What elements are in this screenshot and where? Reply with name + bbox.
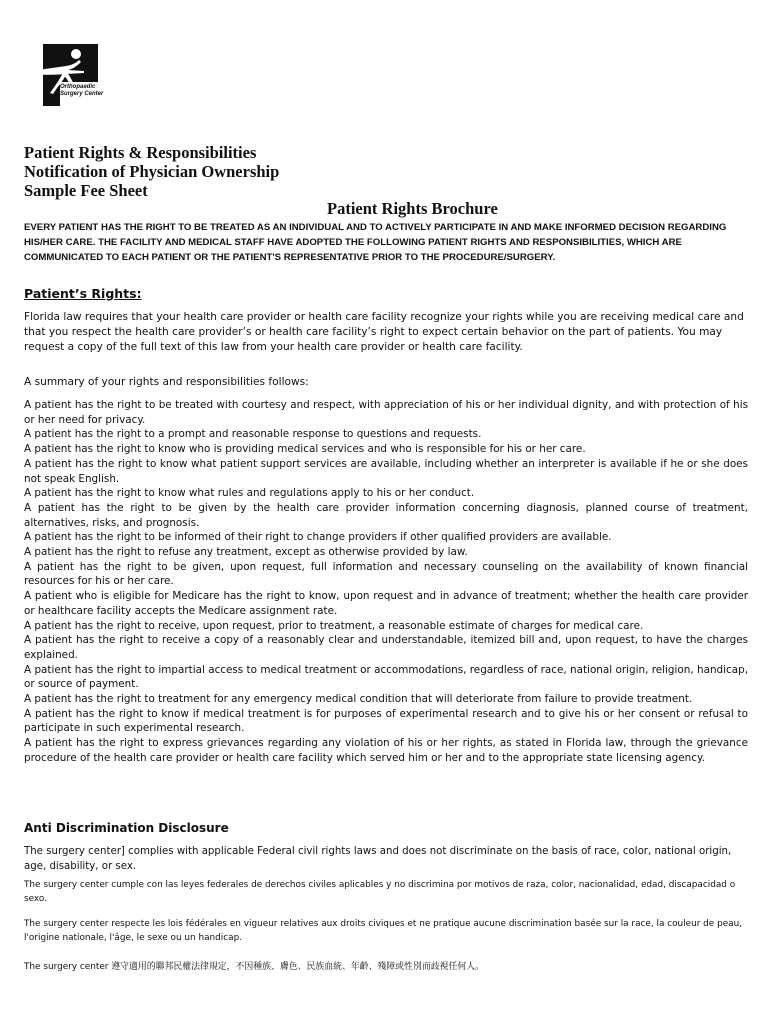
logo-wordmark (60, 84, 103, 97)
brochure-title: Patient Rights Brochure (327, 199, 498, 218)
right-item: A patient has the right to refuse any treatment, except as otherwise provided by law. (24, 546, 468, 559)
right-item: A patient has the right to know what rules and regulations apply to his or her conduct. (24, 487, 475, 500)
document-titles (24, 143, 279, 200)
title-line-2: Notification of Physician Ownership (24, 162, 280, 181)
right-item: A patient has the right to be treated with courtesy and respect, with appreciation of his or her individual dignity, and with protection of his or her need for privacy. (24, 399, 748, 426)
florida-law-paragraph: Florida law requires that your health care provider or health care facility recognize your rights while you are receiving medical care and that you respect the health care provider’s or health care facility’s right to expect certain behavior on the part of patients. You may request a copy of the full text of this law from your health care provider or health care facility. (24, 311, 744, 353)
anti-discrimination-spanish: The surgery center cumple con las leyes federales de derechos civiles aplicables y no discrimina por motivos de raza, color, nacionalidad, edad, discapacidad o sexo. (24, 880, 736, 904)
title-line-1: Patient Rights & Responsibilities (24, 143, 257, 162)
right-item: A patient who is eligible for Medicare has the right to know, upon request and in advance of treatment; whether the health care provider or healthcare facility accepts the Medicare assignment rate. (24, 590, 748, 617)
title-line-3: Sample Fee Sheet (24, 181, 148, 200)
anti-discrimination-french: The surgery center respecte les lois fédérales en vigueur relatives aux droits civiques et ne pratique aucune discrimination basée sur la race, la couleur de peau, l'origine nationale, l'âge, le sexe ou un handicap. (24, 919, 743, 943)
right-item: A patient has the right to know if medical treatment is for purposes of experimental research and to give his or her consent or refusal to participate in such experimental research. (24, 707, 748, 735)
anti-discrimination-chinese: The surgery center 遵守適用的聯邦民權法律規定，不因種族、膚色、民族血統、年齡、殘障或性別而歧視任何人。 (24, 962, 485, 972)
right-item: A patient has the right to receive, upon request, prior to treatment, a reasonable estimate of charges for medical care. (24, 619, 644, 632)
logo-line-2: Surgery Center (60, 90, 104, 97)
anti-discrimination-heading: Anti Discrimination Disclosure (24, 821, 229, 835)
right-item: A patient has the right to be informed of their right to change providers if other qualified providers are available. (24, 531, 612, 544)
right-item: A patient has the right to receive a copy of a reasonably clear and understandable, itemized bill and, upon request, to have the charges explained. (24, 634, 748, 661)
right-item: A patient has the right to a prompt and reasonable response to questions and requests. (24, 428, 482, 441)
right-item: A patient has the right to be given, upon request, full information and necessary counseling on the availability of known financial resources for his or her care. (24, 560, 748, 588)
intro-caps-paragraph: EVERY PATIENT HAS THE RIGHT TO BE TREATED AS AN INDIVIDUAL AND TO ACTIVELY PARTICIPATE IN AND MAKE INFORMED DECISION REGARDING HIS/HER CARE. THE FACILITY AND MEDICAL STAFF HAVE ADOPTED THE FOLLOWING PATIENT RIGHTS AND RESPONSIBILITIES, WHICH ARE COMMUNICATED TO EACH PATIENT OR THE PATIENT'S REPRESENTATIVE PRIOR TO THE PROCEDURE/SURGERY. (24, 222, 727, 263)
right-item: A patient has the right to be given by the health care provider information concerning diagnosis, planned course of treatment, alternatives, risks, and prognosis. (24, 501, 748, 529)
right-item: A patient has the right to know who is providing medical services and who is responsible for his or her care. (24, 443, 586, 456)
summary-line: A summary of your rights and responsibilities follows: (24, 376, 309, 388)
right-item: A patient has the right to treatment for any emergency medical condition that will deteriorate from failure to provide treatment. (24, 693, 693, 706)
anti-discrimination-english: The surgery center] complies with applicable Federal civil rights laws and does not discriminate on the basis of race, color, national origin, age, disability, or sex. (24, 846, 732, 872)
right-item: A patient has the right to express grievances regarding any violation of his or her rights, as stated in Florida law, through the grievance procedure of the health care provider or health care facility which served him or her and to the appropriate state licensing agency. (24, 737, 748, 764)
right-item: A patient has the right to know what patient support services are available, including whether an interpreter is available if he or she does not speak English. (24, 457, 748, 485)
patients-rights-heading: Patient’s Rights: (24, 286, 142, 301)
rights-list (24, 398, 748, 766)
right-item: A patient has the right to impartial access to medical treatment or accommodations, regardless of race, national origin, religion, handicap, or source of payment. (24, 663, 748, 691)
logo-line-1: Orthopaedic (60, 84, 96, 90)
